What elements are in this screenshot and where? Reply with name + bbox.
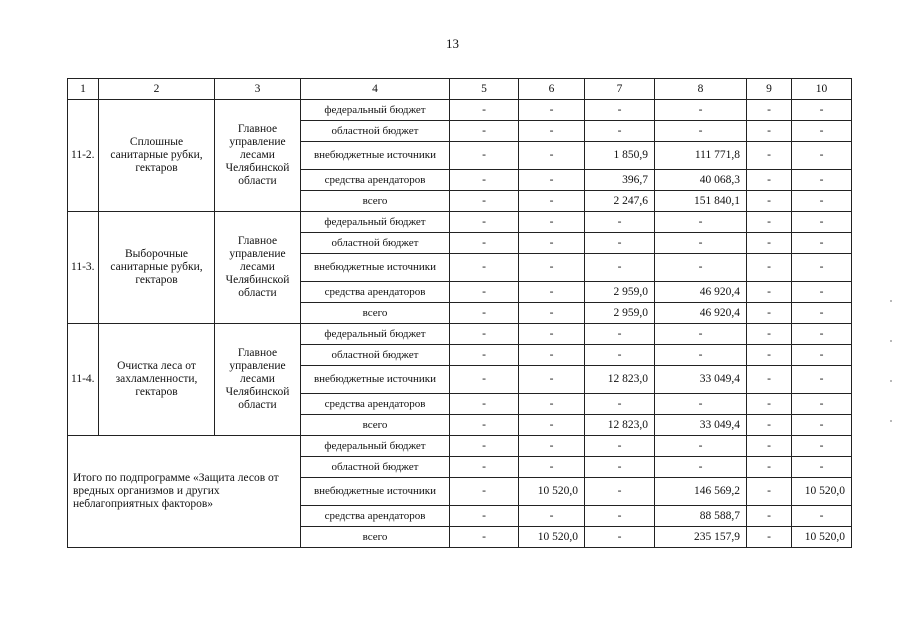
value-cell: - xyxy=(792,394,852,415)
value-cell: - xyxy=(450,212,519,233)
value-cell: 10 520,0 xyxy=(519,527,585,548)
value-cell: - xyxy=(747,527,792,548)
value-cell: - xyxy=(450,121,519,142)
value-cell: - xyxy=(450,506,519,527)
scan-speck xyxy=(890,340,892,342)
value-cell: - xyxy=(585,212,655,233)
value-cell: - xyxy=(792,506,852,527)
value-cell: - xyxy=(655,233,747,254)
page-number: 13 xyxy=(446,36,459,51)
value-cell: 2 247,6 xyxy=(585,191,655,212)
funding-source: средства арендаторов xyxy=(301,394,450,415)
value-cell: - xyxy=(792,233,852,254)
value-cell: - xyxy=(792,142,852,170)
table-row xyxy=(68,212,852,233)
value-cell: - xyxy=(747,478,792,506)
item-name: Сплошные санитарные рубки, гектаров xyxy=(99,100,215,212)
funding-source: областной бюджет xyxy=(301,121,450,142)
value-cell: - xyxy=(450,233,519,254)
header-cell: 4 xyxy=(301,79,450,100)
value-cell: - xyxy=(450,478,519,506)
value-cell: - xyxy=(585,324,655,345)
value-cell: - xyxy=(792,191,852,212)
value-cell: - xyxy=(450,415,519,436)
value-cell: 88 588,7 xyxy=(655,506,747,527)
responsible-agency: Главное управление лесами Челябинской области xyxy=(215,324,301,436)
value-cell: 2 959,0 xyxy=(585,303,655,324)
value-cell: - xyxy=(519,415,585,436)
value-cell: - xyxy=(792,303,852,324)
value-cell: - xyxy=(450,142,519,170)
funding-source: всего xyxy=(301,191,450,212)
item-name: Выборочные санитарные рубки, гектаров xyxy=(99,212,215,324)
header-cell: 6 xyxy=(519,79,585,100)
value-cell: - xyxy=(585,121,655,142)
value-cell: - xyxy=(585,345,655,366)
value-cell: - xyxy=(519,254,585,282)
table-row xyxy=(68,324,852,345)
value-cell: - xyxy=(792,100,852,121)
table-body xyxy=(68,79,852,548)
item-index: 11-3. xyxy=(68,212,99,324)
value-cell: - xyxy=(747,282,792,303)
value-cell: - xyxy=(585,506,655,527)
value-cell: - xyxy=(519,142,585,170)
table-row xyxy=(68,100,852,121)
value-cell: 10 520,0 xyxy=(519,478,585,506)
header-cell: 1 xyxy=(68,79,99,100)
funding-source: всего xyxy=(301,303,450,324)
value-cell: - xyxy=(450,282,519,303)
value-cell: - xyxy=(792,415,852,436)
value-cell: - xyxy=(450,254,519,282)
value-cell: 1 850,9 xyxy=(585,142,655,170)
funding-source: внебюджетные источники xyxy=(301,142,450,170)
value-cell: - xyxy=(585,394,655,415)
value-cell: - xyxy=(519,345,585,366)
value-cell: - xyxy=(655,212,747,233)
value-cell: - xyxy=(585,457,655,478)
funding-source: средства арендаторов xyxy=(301,170,450,191)
value-cell: - xyxy=(792,170,852,191)
item-index: 11-2. xyxy=(68,100,99,212)
value-cell: - xyxy=(450,527,519,548)
header-cell: 10 xyxy=(792,79,852,100)
responsible-agency: Главное управление лесами Челябинской области xyxy=(215,100,301,212)
funding-source: внебюджетные источники xyxy=(301,366,450,394)
value-cell: - xyxy=(655,436,747,457)
scan-speck xyxy=(890,380,892,382)
funding-source: средства арендаторов xyxy=(301,506,450,527)
value-cell: - xyxy=(747,142,792,170)
value-cell: - xyxy=(747,324,792,345)
value-cell: - xyxy=(792,254,852,282)
value-cell: - xyxy=(747,436,792,457)
value-cell: 151 840,1 xyxy=(655,191,747,212)
value-cell: 33 049,4 xyxy=(655,415,747,436)
value-cell: - xyxy=(519,506,585,527)
responsible-agency: Главное управление лесами Челябинской области xyxy=(215,212,301,324)
funding-source: федеральный бюджет xyxy=(301,212,450,233)
header-cell: 2 xyxy=(99,79,215,100)
value-cell: - xyxy=(519,170,585,191)
value-cell: - xyxy=(585,478,655,506)
scan-speck xyxy=(890,300,892,302)
value-cell: - xyxy=(519,457,585,478)
value-cell: - xyxy=(450,394,519,415)
value-cell: - xyxy=(585,527,655,548)
value-cell: - xyxy=(655,254,747,282)
value-cell: - xyxy=(585,436,655,457)
value-cell: - xyxy=(450,170,519,191)
funding-source: средства арендаторов xyxy=(301,282,450,303)
value-cell: - xyxy=(655,121,747,142)
value-cell: - xyxy=(747,457,792,478)
value-cell: - xyxy=(747,254,792,282)
value-cell: - xyxy=(747,212,792,233)
value-cell: - xyxy=(655,324,747,345)
value-cell: - xyxy=(450,366,519,394)
value-cell: 33 049,4 xyxy=(655,366,747,394)
value-cell: - xyxy=(747,345,792,366)
funding-source: всего xyxy=(301,415,450,436)
value-cell: 12 823,0 xyxy=(585,415,655,436)
value-cell: - xyxy=(519,366,585,394)
value-cell: - xyxy=(792,121,852,142)
value-cell: - xyxy=(792,436,852,457)
value-cell: - xyxy=(792,457,852,478)
value-cell: - xyxy=(519,436,585,457)
item-index: 11-4. xyxy=(68,324,99,436)
total-label: Итого по подпрограмме «Защита лесов от вредных организмов и других неблагоприятных факторов» xyxy=(68,436,301,548)
value-cell: - xyxy=(655,394,747,415)
value-cell: - xyxy=(747,415,792,436)
value-cell: 235 157,9 xyxy=(655,527,747,548)
value-cell: - xyxy=(792,345,852,366)
value-cell: 396,7 xyxy=(585,170,655,191)
value-cell: - xyxy=(792,366,852,394)
value-cell: - xyxy=(519,233,585,254)
value-cell: - xyxy=(519,191,585,212)
header-cell: 7 xyxy=(585,79,655,100)
value-cell: - xyxy=(747,366,792,394)
header-cell: 8 xyxy=(655,79,747,100)
value-cell: - xyxy=(747,121,792,142)
value-cell: 111 771,8 xyxy=(655,142,747,170)
value-cell: - xyxy=(655,345,747,366)
value-cell: - xyxy=(585,233,655,254)
value-cell: - xyxy=(450,191,519,212)
value-cell: - xyxy=(585,100,655,121)
value-cell: - xyxy=(519,394,585,415)
value-cell: - xyxy=(747,170,792,191)
value-cell: - xyxy=(519,121,585,142)
funding-source: федеральный бюджет xyxy=(301,100,450,121)
value-cell: - xyxy=(747,100,792,121)
value-cell: - xyxy=(792,324,852,345)
value-cell: - xyxy=(450,457,519,478)
value-cell: - xyxy=(747,191,792,212)
value-cell: - xyxy=(519,100,585,121)
funding-source: внебюджетные источники xyxy=(301,478,450,506)
funding-source: всего xyxy=(301,527,450,548)
value-cell: 46 920,4 xyxy=(655,282,747,303)
value-cell: - xyxy=(655,100,747,121)
value-cell: - xyxy=(519,324,585,345)
value-cell: 46 920,4 xyxy=(655,303,747,324)
value-cell: - xyxy=(450,436,519,457)
header-cell: 3 xyxy=(215,79,301,100)
value-cell: 146 569,2 xyxy=(655,478,747,506)
funding-source: федеральный бюджет xyxy=(301,324,450,345)
scan-speck xyxy=(890,420,892,422)
table-row xyxy=(68,436,852,457)
value-cell: - xyxy=(450,324,519,345)
header-row xyxy=(68,79,852,100)
value-cell: - xyxy=(747,233,792,254)
value-cell: - xyxy=(450,303,519,324)
value-cell: - xyxy=(792,212,852,233)
header-cell: 9 xyxy=(747,79,792,100)
value-cell: - xyxy=(747,506,792,527)
value-cell: - xyxy=(747,394,792,415)
value-cell: 10 520,0 xyxy=(792,527,852,548)
value-cell: - xyxy=(585,254,655,282)
value-cell: - xyxy=(519,212,585,233)
value-cell: - xyxy=(747,303,792,324)
value-cell: 10 520,0 xyxy=(792,478,852,506)
funding-source: областной бюджет xyxy=(301,345,450,366)
value-cell: 2 959,0 xyxy=(585,282,655,303)
item-name: Очистка леса от захламленности, гектаров xyxy=(99,324,215,436)
value-cell: - xyxy=(655,457,747,478)
budget-table xyxy=(67,78,852,548)
funding-source: федеральный бюджет xyxy=(301,436,450,457)
value-cell: - xyxy=(450,345,519,366)
value-cell: 40 068,3 xyxy=(655,170,747,191)
value-cell: - xyxy=(450,100,519,121)
funding-source: областной бюджет xyxy=(301,457,450,478)
value-cell: - xyxy=(519,282,585,303)
value-cell: 12 823,0 xyxy=(585,366,655,394)
value-cell: - xyxy=(519,303,585,324)
value-cell: - xyxy=(792,282,852,303)
funding-source: внебюджетные источники xyxy=(301,254,450,282)
funding-source: областной бюджет xyxy=(301,233,450,254)
header-cell: 5 xyxy=(450,79,519,100)
